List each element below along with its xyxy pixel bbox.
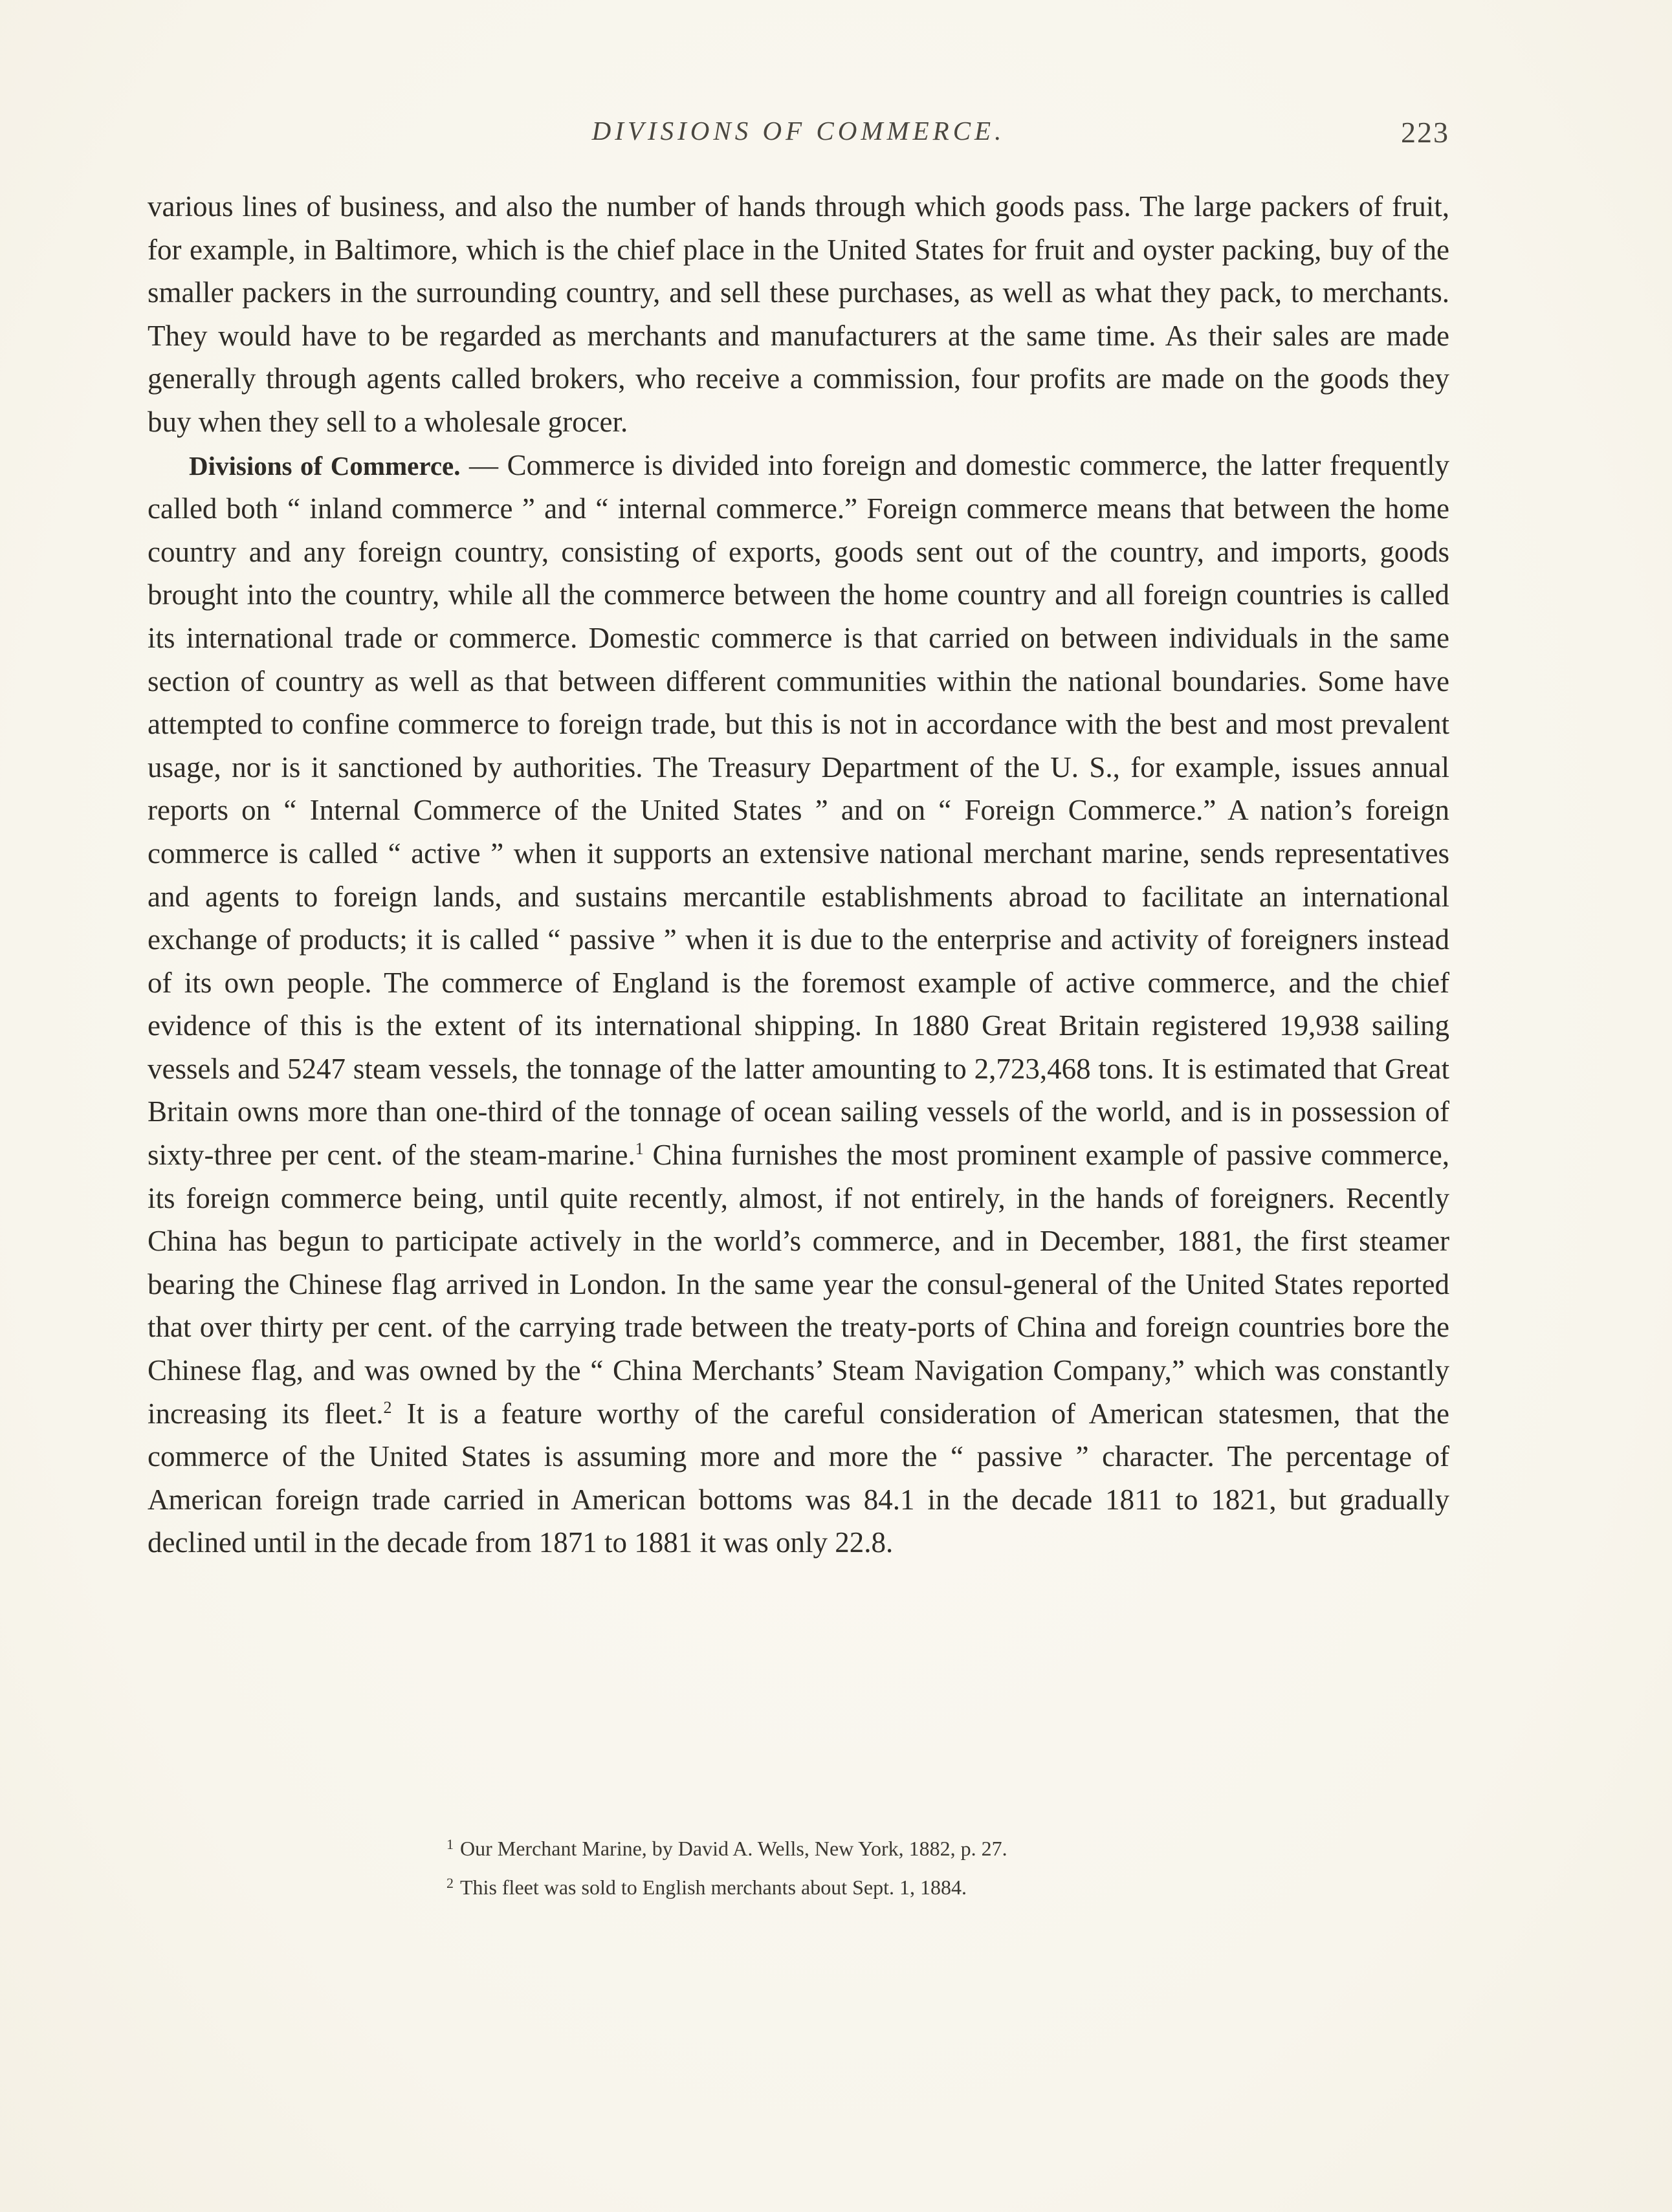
page-number: 223 (1401, 116, 1449, 149)
paragraph-continued: various lines of business, and also the number of hands through which goods pass. The large packers of fruit, for example, in Baltimore, which is the chief place in the United States for fruit and oyster packing, buy of the smaller packers in the surrounding country, and sell these purchases, as well as what they pack, to merchants. They would have to be regarded as merchants and manufacturers at the same time. As their sales are made generally through agents called brokers, who receive a commission, four profits are made on the goods they buy when they sell to a wholesale grocer. (148, 190, 1449, 438)
running-head (148, 115, 1449, 160)
paragraph-text-part-1: — Commerce is divided into foreign and domestic commerce, the latter frequently called both “ inland commerce ” and “ internal commerce.” Foreign commerce means that between the home country and any foreign country, consisting of exports, goods sent out of the country, and imports, goods brought into the country, while all the commerce between the home country and all foreign countries is called its international trade or commerce. Domestic commerce is that carried on between individuals in the same section of country as well as that between different communities within the national boundaries. Some have attempted to confine commerce to foreign trade, but this is not in accordance with the best and most prevalent usage, nor is it sanctioned by authorities. The Treasury Department of the U. S., for example, issues annual reports on “ Internal Commerce of the United States ” and on “ Foreign Commerce.” A nation’s foreign commerce is called “ active ” when it supports an extensive national merchant marine, sends representatives and agents to foreign lands, and sustains mercantile establishments abroad to facilitate an international exchange of products; it is called “ passive ” when it is due to the enterprise and activity of foreigners instead of its own people. The commerce of England is the foremost example of active commerce, and the chief evidence of this is the extent of its international shipping. In 1880 Great Britain registered 19,938 sailing vessels and 5247 steam vessels, the tonnage of the latter amounting to 2,723,468 tons. It is estimated that Great Britain owns more than one-third of the tonnage of ocean sailing vessels of the world, and is in possession of sixty-three per cent. of the steam-marine. (148, 448, 1449, 1172)
footnote-2 (446, 1866, 1417, 1905)
body-text (148, 185, 1449, 1564)
footnote-text: Our Merchant Marine, by David A. Wells, New York, 1882, p. 27. (460, 1837, 1007, 1860)
paragraph-divisions-of-commerce (148, 444, 1449, 1564)
footnote-1 (446, 1827, 1417, 1866)
running-title: DIVISIONS OF COMMERCE. (591, 116, 1006, 146)
paragraph-text-part-2: China furnishes the most prominent example of passive commerce, its foreign commerce being, until quite recently, almost, if not entirely, in the hands of foreigners. Recently China has begun to participate actively in the world’s commerce, and in December, 1881, the first steamer bearing the Chinese flag arrived in London. In the same year the consul-general of the United States reported that over thirty per cent. of the carrying trade between the treaty-ports of China and foreign countries bore the Chinese flag, and was owned by the “ China Merchants’ Steam Navigation Company,” which was constantly increasing its fleet. (148, 1139, 1449, 1430)
footnote-text: This fleet was sold to English merchants about Sept. 1, 1884. (460, 1876, 967, 1899)
footnote-ref-2: 2 (383, 1397, 392, 1417)
footnote-number: 2 (446, 1875, 454, 1891)
footnotes (446, 1827, 1417, 1905)
paragraph-text-part-3: It is a feature worthy of the careful consideration of American statesmen, that the commerce of the United States is assuming more and more the “ passive ” character. The percentage of American foreign trade carried in American bottoms was 84.1 in the decade 1811 to 1821, but gradually declined until in the decade from 1871 to 1881 it was only 22.8. (148, 1397, 1449, 1559)
footnote-ref-1: 1 (635, 1139, 644, 1159)
section-heading: Divisions of Commerce. (189, 450, 461, 481)
footnote-number: 1 (446, 1836, 454, 1852)
